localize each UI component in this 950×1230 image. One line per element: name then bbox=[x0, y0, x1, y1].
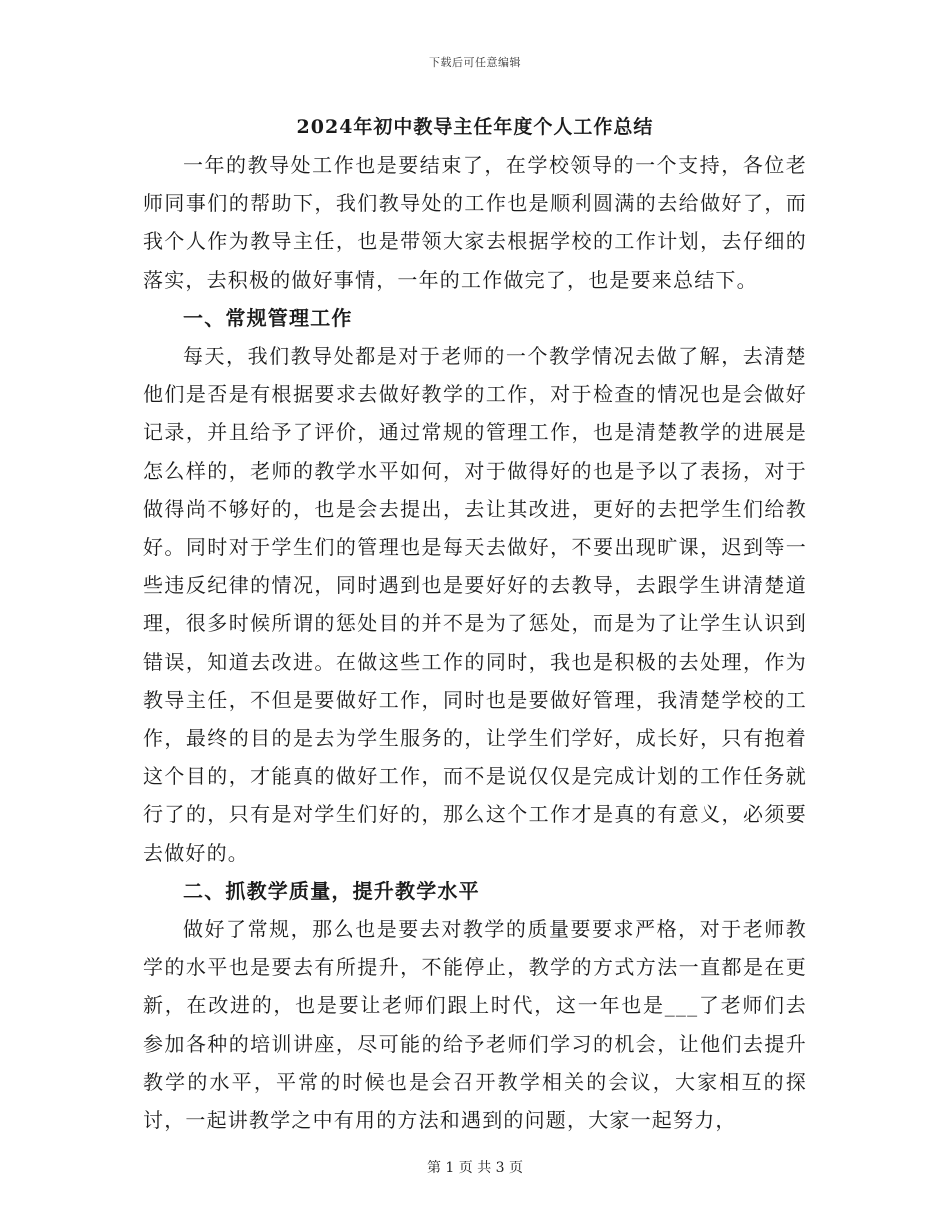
section-paragraph-2: 做好了常规，那么也是要去对教学的质量要要求严格，对于老师教学的水平也是要去有所提升，不能停止，教学的方式方法一直都是在更新，在改进的，也是要让老师们跟上时代，这一年也是___了老师们去参加各种的培训讲座，尽可能的给予老师们学习的机会，让他们去提升教学的水平，平常的时候也是会召开教学相关的会议，大家相互的探讨，一起讲教学之中有用的方法和遇到的问题，大家一起努力， bbox=[143, 917, 807, 1133]
document-title: 2024年初中教导主任年度个人工作总结 bbox=[296, 116, 654, 138]
section-heading-2: 二、抓教学质量，提升教学水平 bbox=[183, 878, 480, 903]
document-body bbox=[143, 146, 807, 1139]
header-note: 下载后可任意编辑 bbox=[429, 56, 521, 69]
section-heading-1: 一、常规管理工作 bbox=[183, 305, 353, 330]
intro-paragraph: 一年的教导处工作也是要结束了，在学校领导的一个支持，各位老师同事们的帮助下，我们教导处的工作也是顺利圆满的去给做好了，而我个人作为教导主任，也是带领大家去根据学校的工作计划，去仔细的落实，去积极的做好事情，一年的工作做完了，也是要来总结下。 bbox=[143, 153, 807, 292]
page-number: 第 1 页 共 3 页 bbox=[426, 1160, 524, 1176]
section-paragraph-1: 每天，我们教导处都是对于老师的一个教学情况去做了解，去清楚他们是否是有根据要求去做好教学的工作，对于检查的情况也是会做好记录，并且给予了评价，通过常规的管理工作，也是清楚教学的进展是怎么样的，老师的教学水平如何，对于做得好的也是予以了表扬，对于做得尚不够好的，也是会去提出，去让其改进，更好的去把学生们给教好。同时对于学生们的管理也是每天去做好，不要出现旷课，迟到等一些违反纪律的情况，同时遇到也是要好好的去教导，去跟学生讲清楚道理，很多时候所谓的惩处目的并不是为了惩处，而是为了让学生认识到错误，知道去改进。在做这些工作的同时，我也是积极的去处理，作为教导主任，不但是要做好工作，同时也是要做好管理，我清楚学校的工作，最终的目的是去为学生服务的，让学生们学好，成长好，只有抱着这个目的，才能真的做好工作，而不是说仅仅是完成计划的工作任务就行了的，只有是对学生们好的，那么这个工作才是真的有意义，必须要去做好的。 bbox=[143, 344, 807, 865]
